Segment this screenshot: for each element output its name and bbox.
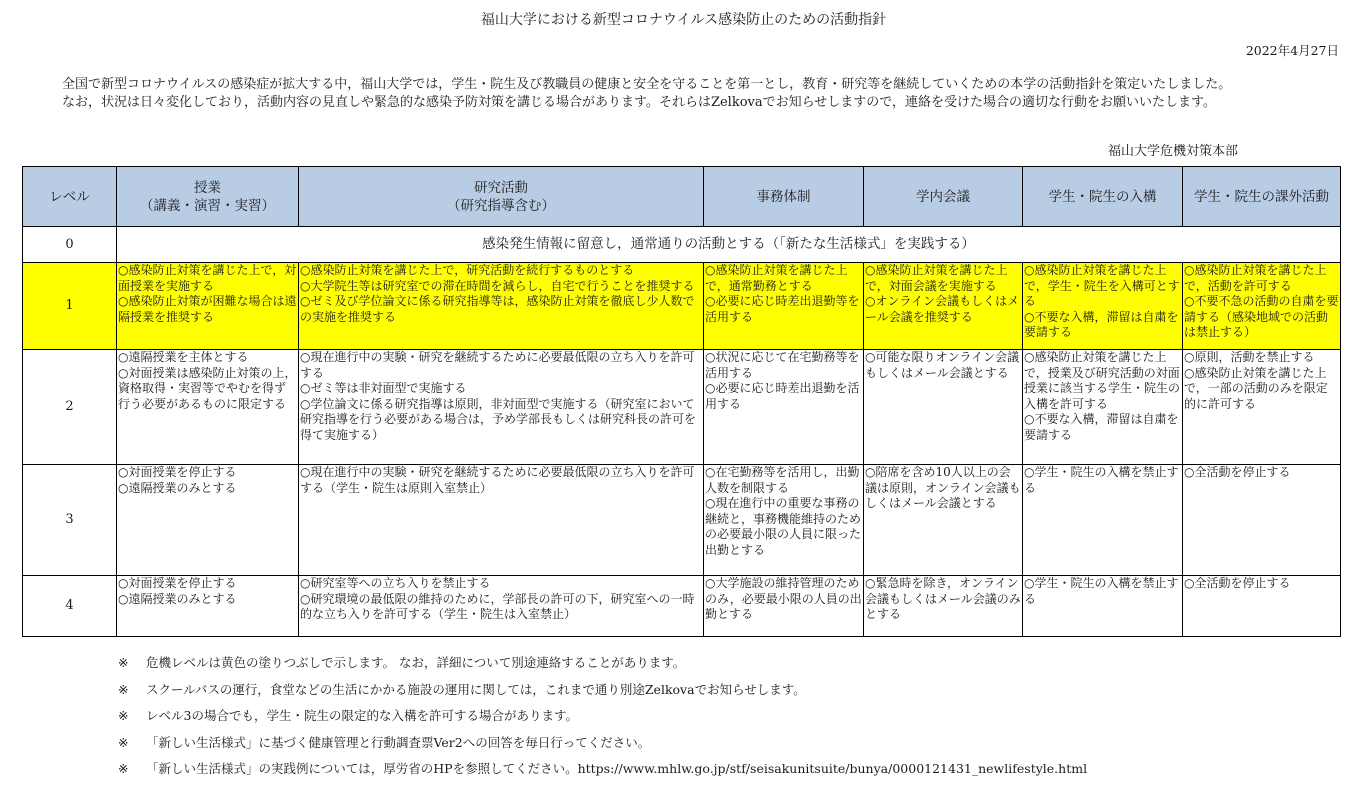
- note-mark: ※: [118, 761, 129, 777]
- table-row-level-0: [23, 227, 1341, 263]
- header-extracurricular: 学生・院生の課外活動: [1183, 167, 1341, 227]
- header-office: 事務体制: [704, 167, 864, 227]
- table-row-level-1: [23, 263, 1341, 350]
- level-4-research: ○研究室等への立ち入りを禁止する ○研究環境の最低限の維持のために，学部長の許可の下，研究室への一時的な立ち入りを許可する（学生・院生は入室禁止）: [299, 576, 704, 637]
- organization-name: 福山大学危機対策本部: [1108, 144, 1239, 159]
- intro-line-2: なお，状況は日々変化しており，活動内容の見直しや緊急的な感染予防対策を講じる場合があります。それらはZelkovaでお知らせしますので，連絡を受けた場合の適切な行動をお願いいたします。: [62, 95, 1216, 110]
- level-2-office: ○状況に応じて在宅勤務等を活用する ○必要に応じ時差出退勤を活用する: [704, 350, 864, 465]
- level-2-number: 2: [23, 350, 117, 465]
- note-item: [118, 707, 1087, 734]
- note-item: [118, 760, 1087, 787]
- table-row-level-4: [23, 576, 1341, 637]
- level-1-number: 1: [23, 263, 117, 350]
- note-item: [118, 654, 1087, 681]
- level-2-meetings: ○可能な限りオンライン会議もしくはメール会議とする: [864, 350, 1023, 465]
- level-1-meetings: ○感染防止対策を講じた上で，対面会議を実施する ○オンライン会議もしくはメール会議を推奨する: [864, 263, 1023, 350]
- note-text: スクールバスの運行，食堂などの生活にかかる施設の運用に関しては，これまで通り別途Zelkovaでお知らせします。: [146, 681, 806, 697]
- document-date: 2022年4月27日: [1245, 43, 1339, 58]
- note-mark: ※: [118, 681, 129, 697]
- note-mark: ※: [118, 655, 129, 670]
- intro-text: [62, 76, 1231, 112]
- level-3-research: ○現在進行中の実験・研究を継続するために必要最低限の立ち入りを許可する（学生・院生は原則入室禁止）: [299, 465, 704, 576]
- level-4-office: ○大学施設の維持管理のためのみ，必要最小限の人員の出勤とする: [704, 576, 864, 637]
- level-3-extracurricular: ○全活動を停止する: [1183, 465, 1341, 576]
- table-row-level-2: [23, 350, 1341, 465]
- level-4-meetings: ○緊急時を除き，オンライン会議もしくはメール会議のみとする: [864, 576, 1023, 637]
- level-3-classes: ○対面授業を停止する ○遠隔授業のみとする: [117, 465, 299, 576]
- note-text: 「新しい生活様式」に基づく健康管理と行動調査票Ver2への回答を毎日行ってください。: [146, 734, 651, 750]
- level-1-extracurricular: ○感染防止対策を講じた上で，活動を許可する ○不要不急の活動の自粛を要請する（感染地域での活動は禁止する）: [1183, 263, 1341, 350]
- level-4-classes: ○対面授業を停止する ○遠隔授業のみとする: [117, 576, 299, 637]
- level-2-classes: ○遠隔授業を主体とする ○対面授業は感染防止対策の上，資格取得・実習等でやむを得ず行う必要があるものに限定する: [117, 350, 299, 465]
- activity-guideline-table: [22, 166, 1341, 637]
- level-1-research: ○感染防止対策を講じた上で，研究活動を続行するものとする ○大学院生等は研究室での滞在時間を減らし，自宅で行うことを推奨する ○ゼミ及び学位論文に係る研究指導等は，感染防止対策を徹底し少人数での実施を推奨する: [299, 263, 704, 350]
- intro-line-1: 全国で新型コロナウイルスの感染症が拡大する中，福山大学では，学生・院生及び教職員の健康と安全を守ることを第一とし，教育・研究等を継続していくための本学の活動指針を策定いたしました。: [62, 77, 1232, 92]
- note-mark: ※: [118, 734, 129, 750]
- header-level: レベル: [23, 167, 117, 227]
- table-header-row: [23, 167, 1341, 227]
- level-2-extracurricular: ○原則，活動を禁止する ○感染防止対策を講じた上で，一部の活動のみを限定的に許可する: [1183, 350, 1341, 465]
- level-1-office: ○感染防止対策を講じた上で，通常勤務とする ○必要に応じ時差出退勤等を活用する: [704, 263, 864, 350]
- level-3-office: ○在宅勤務等を活用し，出勤人数を制限する ○現在進行中の重要な事務の継続と，事務機能維持のための必要最小限の人員に限った出勤とする: [704, 465, 864, 576]
- note-item: [118, 734, 1087, 761]
- notes-list: [118, 654, 1087, 787]
- level-1-entry: ○感染防止対策を講じた上で，学生・院生を入構可とする ○不要な入構，滞留は自粛を要請する: [1023, 263, 1183, 350]
- table-row-level-3: [23, 465, 1341, 576]
- level-2-research: ○現在進行中の実験・研究を継続するために必要最低限の立ち入りを許可する ○ゼミ等は非対面型で実施する ○学位論文に係る研究指導は原則，非対面型で実施する（研究室において研究指導を行う必要がある場合は，予め学部長もしくは研究科長の許可を得て実施する）: [299, 350, 704, 465]
- level-0-summary: 感染発生情報に留意し，通常通りの活動とする（「新たな生活様式」を実践する）: [117, 227, 1341, 263]
- document-title: 福山大学における新型コロナウイルス感染防止のための活動指針: [480, 12, 887, 28]
- note-text: 危機レベルは黄色の塗りつぶしで示します。 なお，詳細について別途連絡することがあります。: [146, 655, 686, 670]
- level-4-number: 4: [23, 576, 117, 637]
- note-text: 「新しい生活様式」の実践例については，厚労省のHPを参照してください。https://www.mhlw.go.jp/stf/seisakunitsuite/bunya/0000121431_newlifestyle.html: [146, 761, 1088, 777]
- header-entry: 学生・院生の入構: [1023, 167, 1183, 227]
- level-1-classes: ○感染防止対策を講じた上で，対面授業を実施する ○感染防止対策が困難な場合は遠隔授業を推奨する: [117, 263, 299, 350]
- level-3-meetings: ○陪席を含め10人以上の会議は原則，オンライン会議もしくはメール会議とする: [864, 465, 1023, 576]
- level-3-entry: ○学生・院生の入構を禁止する: [1023, 465, 1183, 576]
- level-4-entry: ○学生・院生の入構を禁止する: [1023, 576, 1183, 637]
- header-research: 研究活動 （研究指導含む）: [299, 167, 704, 227]
- note-mark: ※: [118, 708, 129, 724]
- level-2-entry: ○感染防止対策を講じた上で，授業及び研究活動の対面授業に該当する学生・院生の入構を許可する ○不要な入構，滞留は自粛を要請する: [1023, 350, 1183, 465]
- header-classes: 授業 （講義・演習・実習）: [117, 167, 299, 227]
- level-3-number: 3: [23, 465, 117, 576]
- note-item: [118, 681, 1087, 708]
- header-meetings: 学内会議: [864, 167, 1023, 227]
- level-0-number: 0: [23, 227, 117, 263]
- note-text: レベル3の場合でも，学生・院生の限定的な入構を許可する場合があります。: [146, 708, 578, 724]
- level-4-extracurricular: ○全活動を停止する: [1183, 576, 1341, 637]
